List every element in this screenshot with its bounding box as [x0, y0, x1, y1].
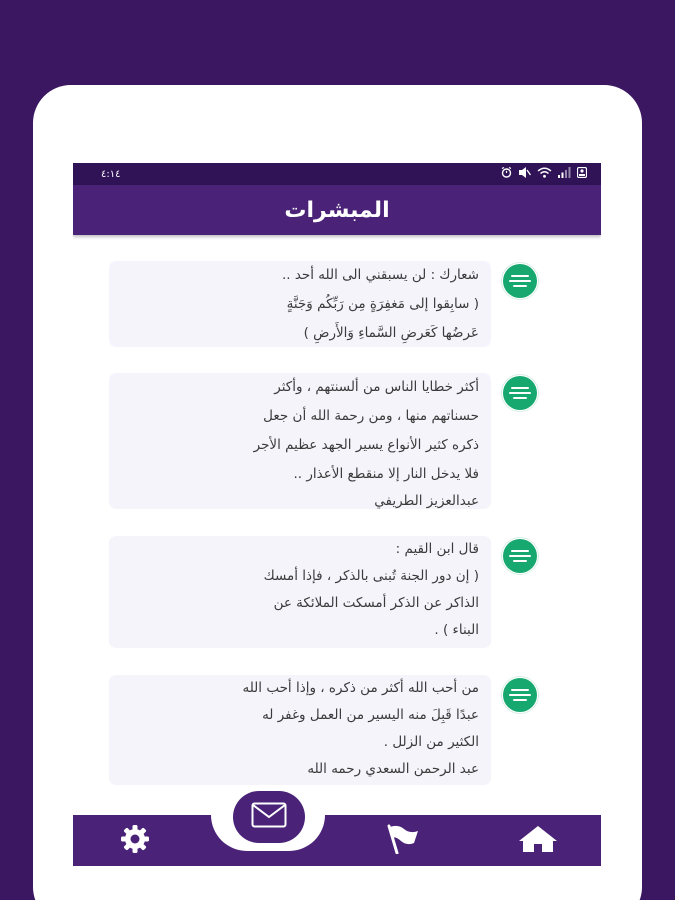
- app-logo-avatar: [501, 537, 539, 575]
- post-text-line: الكثير من الزلل .: [383, 734, 479, 750]
- post-text-line: عبدالعزيز الطريفي: [374, 493, 479, 509]
- messages-button[interactable]: [233, 791, 305, 843]
- settings-button[interactable]: [113, 826, 157, 856]
- app-header: [73, 185, 601, 235]
- settings-icon: [120, 824, 150, 858]
- post-text-line: عَرضُها كَعَرضِ السَّماءِ وَالأَرضِ ): [303, 325, 479, 341]
- home-button[interactable]: [516, 826, 560, 856]
- app-logo-avatar: [501, 262, 539, 300]
- status-time: ٤:١٤: [101, 168, 121, 180]
- logo-mark-icon: [503, 539, 537, 573]
- logo-mark-icon: [503, 376, 537, 410]
- post-text-line: عبدًا قَبِلَ منه اليسير من العمل وغفر له: [262, 707, 479, 723]
- post-item[interactable]: [73, 261, 601, 347]
- mute-icon: [518, 167, 531, 181]
- signal-icon: [558, 167, 571, 181]
- post-text-line: حسناتهم منها ، ومن رحمة الله أن جعل: [263, 408, 479, 424]
- logo-mark-icon: [503, 678, 537, 712]
- post-bubble: [109, 261, 491, 347]
- post-item[interactable]: [73, 536, 601, 648]
- post-text-line: من أحب الله أكثر من ذكره ، وإذا أحب الله: [242, 680, 479, 696]
- post-text-line: البناء ) .: [434, 622, 479, 638]
- post-bubble: [109, 675, 491, 785]
- gallery-icon: [577, 167, 587, 181]
- wifi-icon: [537, 167, 552, 181]
- post-text-line: ( إن دور الجنة تُبنى بالذكر ، فإذا أمسك: [263, 568, 479, 584]
- post-item[interactable]: [73, 373, 601, 509]
- logo-mark-icon: [503, 264, 537, 298]
- messages-icon: [251, 802, 287, 832]
- post-text-line: الذاكر عن الذكر أمسكت الملائكة عن: [273, 595, 479, 611]
- post-text-line: ذكره كثير الأنواع يسير الجهد عظيم الأجر: [253, 437, 479, 453]
- post-bubble: [109, 536, 491, 648]
- flag-button[interactable]: [381, 826, 425, 856]
- flag-icon: [385, 824, 421, 858]
- home-icon: [518, 825, 558, 857]
- post-text-line: أكثر خطايا الناس من ألسنتهم ، وأكثر: [274, 379, 479, 395]
- status-bar: [73, 163, 601, 185]
- app-screen: [73, 163, 601, 866]
- post-text-line: شعارك : لن يسبقني الى الله أحد ..: [281, 267, 479, 283]
- post-text-line: فلا يدخل النار إلا منقطع الأعذار ..: [293, 466, 479, 482]
- post-item[interactable]: [73, 675, 601, 785]
- post-text-line: عبد الرحمن السعدي رحمه الله: [307, 761, 479, 777]
- app-logo-avatar: [501, 676, 539, 714]
- page-title: المبشرات: [284, 197, 390, 223]
- alarm-icon: [501, 167, 512, 181]
- app-logo-avatar: [501, 374, 539, 412]
- status-icons: [501, 167, 587, 181]
- post-bubble: [109, 373, 491, 509]
- post-text-line: قال ابن القيم :: [395, 541, 479, 557]
- posts-feed[interactable]: [73, 235, 601, 815]
- post-text-line: ( سابِقوا إلى مَغفِرَةٍ مِن رَبِّكُم وَجَنَّةٍ: [286, 296, 479, 312]
